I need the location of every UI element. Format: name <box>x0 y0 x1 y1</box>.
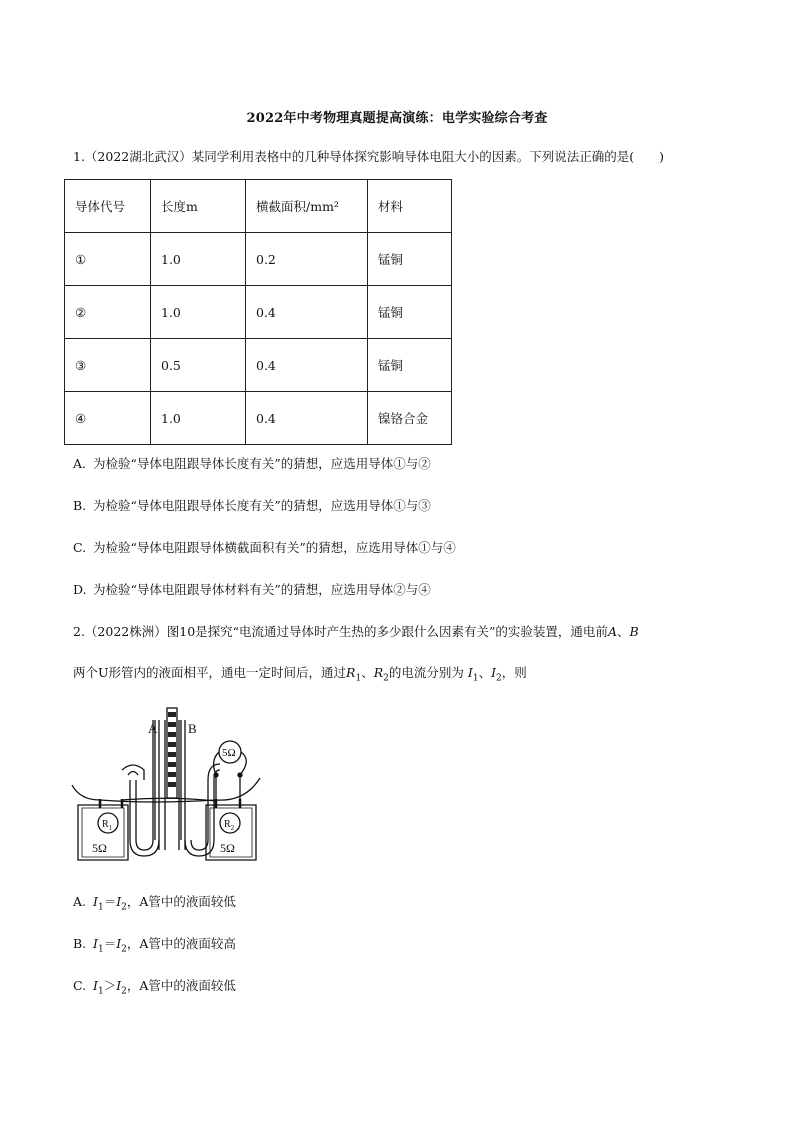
table-cell: ① <box>65 233 151 286</box>
header-cell: 横截面积/mm² <box>246 180 368 233</box>
tube-a-label: A <box>607 624 617 639</box>
table-row <box>65 339 452 392</box>
table-row <box>65 233 452 286</box>
option-label: C. <box>73 540 87 555</box>
scale-ruler <box>167 708 177 798</box>
separator: 、 <box>616 624 630 639</box>
r2-symbol: R <box>373 665 384 680</box>
table-cell: 1.0 <box>151 392 246 445</box>
stem-text: 2.（2022株洲）图10是探究“电流通过导体时产生热的多少跟什么因素有关”的实验装置，通电前 <box>73 624 608 639</box>
table-cell: 0.5 <box>151 339 246 392</box>
option-text: ，A管中的液面较低 <box>126 894 236 909</box>
option-text: 为检验“导体电阻跟导体材料有关”的猜想，应选用导体②与④ <box>93 582 431 597</box>
table-cell: 0.4 <box>246 339 368 392</box>
table-cell: 锰铜 <box>368 339 452 392</box>
r2-subscript: 2 <box>383 673 389 684</box>
relation: ＞ <box>103 978 117 993</box>
conductor-table <box>64 179 452 445</box>
r1-subscript: 1 <box>355 673 362 684</box>
i2-symbol: I <box>491 665 497 680</box>
table-cell: ④ <box>65 392 151 445</box>
option-text: 为检验“导体电阻跟导体横截面积有关”的猜想，应选用导体①与④ <box>93 540 456 555</box>
table-row <box>65 286 452 339</box>
option-label: A. <box>73 456 87 471</box>
i1-subscript: 1 <box>97 902 104 913</box>
q1-option-d <box>73 581 431 599</box>
table-cell: ② <box>65 286 151 339</box>
question-2-stem-line1 <box>73 623 639 641</box>
tube-a-figure-label: A <box>148 721 158 736</box>
stem-text: 的电流分别为 <box>388 665 464 680</box>
r2-figure-label: $R_2$ <box>224 819 235 832</box>
table-cell: 0.4 <box>246 392 368 445</box>
option-text: 为检验“导体电阻跟导体长度有关”的猜想，应选用导体①与③ <box>93 498 431 513</box>
header-cell: 导体代号 <box>65 180 151 233</box>
table-cell: 锰铜 <box>368 286 452 339</box>
q2-option-c <box>73 977 236 1001</box>
separator: 、 <box>478 665 492 680</box>
table-cell: 1.0 <box>151 233 246 286</box>
i1-symbol: I <box>93 894 98 909</box>
i1-symbol: I <box>93 978 98 993</box>
i1-subscript: 1 <box>97 986 104 997</box>
header-cell: 长度m <box>151 180 246 233</box>
i2-subscript: 2 <box>121 902 127 913</box>
i1-symbol: I <box>467 665 473 680</box>
table-cell: 锰铜 <box>368 233 452 286</box>
stem-text: 两个U形管内的液面相平，通电一定时间后，通过 <box>73 665 347 680</box>
r1-symbol: R <box>346 665 356 680</box>
separator: 、 <box>361 665 374 680</box>
stem-text: ，则 <box>501 665 527 680</box>
tube-b-label: B <box>629 624 639 639</box>
q1-option-c <box>73 539 456 557</box>
left-beaker-ohm: 5Ω <box>92 841 107 855</box>
header-cell: 材料 <box>368 180 452 233</box>
relation: ＝ <box>103 894 117 909</box>
option-label: B. <box>73 936 87 951</box>
question-2-stem-line2 <box>73 664 527 688</box>
option-label: C. <box>73 978 87 993</box>
relation: ＝ <box>103 936 117 951</box>
i1-subscript: 1 <box>97 944 104 955</box>
table-row <box>65 392 452 445</box>
right-beaker-ohm: 5Ω <box>220 841 235 855</box>
table-cell: 0.2 <box>246 233 368 286</box>
table-cell: 镍铬合金 <box>368 392 452 445</box>
i2-subscript: 2 <box>496 673 502 684</box>
q2-option-a <box>73 893 236 917</box>
q2-option-b <box>73 935 236 959</box>
table-cell: ③ <box>65 339 151 392</box>
i2-symbol: I <box>116 894 122 909</box>
tube-b-figure-label: B <box>188 721 197 736</box>
option-text: 为检验“导体电阻跟导体长度有关”的猜想，应选用导体①与② <box>93 456 431 471</box>
option-label: A. <box>73 894 87 909</box>
q1-option-b <box>73 497 431 515</box>
top-resistor-label: 5Ω <box>222 747 236 759</box>
table-cell: 1.0 <box>151 286 246 339</box>
i1-subscript: 1 <box>472 673 479 684</box>
i2-subscript: 2 <box>121 944 127 955</box>
i1-symbol: I <box>93 936 98 951</box>
question-1-stem: 1.（2022湖北武汉）某同学利用表格中的几种导体探究影响导体电阻大小的因素。下列说法正确的是( ) <box>73 149 664 164</box>
option-label: D. <box>73 582 87 597</box>
table-header-row <box>65 180 452 233</box>
r1-figure-label: $R_1$ <box>102 819 113 832</box>
q1-option-a <box>73 455 431 473</box>
i2-subscript: 2 <box>121 986 127 997</box>
option-label: B. <box>73 498 87 513</box>
i2-symbol: I <box>116 978 122 993</box>
option-text: ，A管中的液面较低 <box>126 978 236 993</box>
i2-symbol: I <box>116 936 122 951</box>
option-text: ，A管中的液面较高 <box>126 936 236 951</box>
table-cell: 0.4 <box>246 286 368 339</box>
joule-heating-apparatus-figure <box>70 700 280 870</box>
page-title: 2022年中考物理真题提高演练：电学实验综合考查 <box>246 111 548 126</box>
